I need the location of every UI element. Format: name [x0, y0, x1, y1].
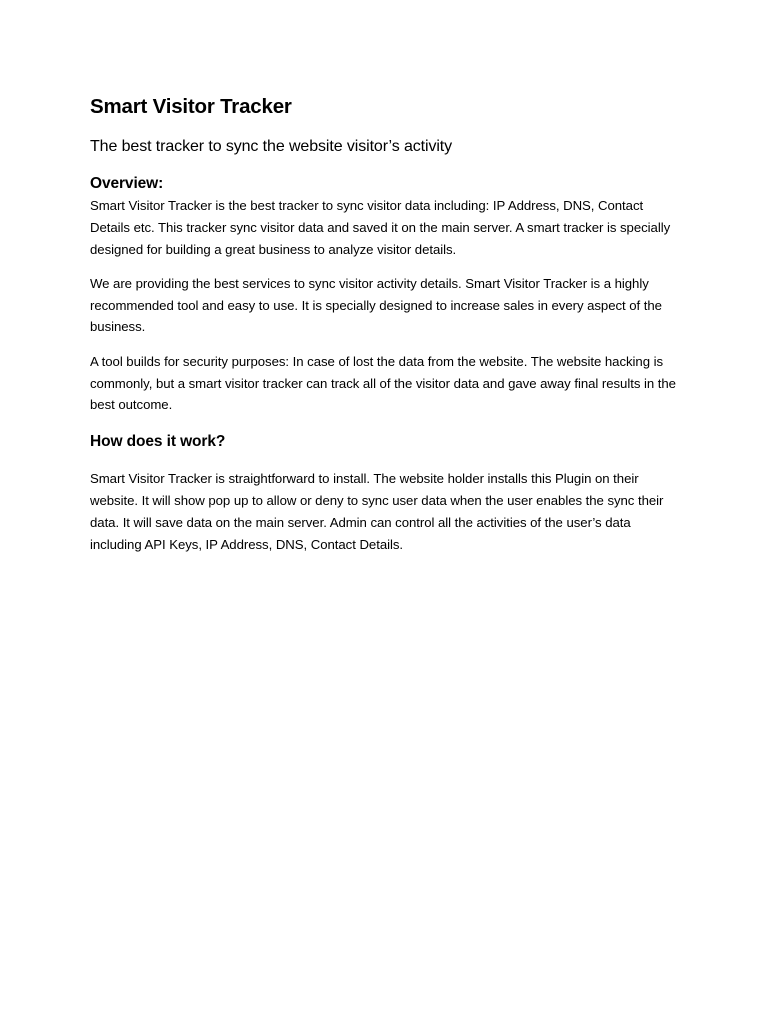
overview-paragraph-1: Smart Visitor Tracker is the best tracker to sync visitor data including: IP Address, DNS, Contact Details etc. This tracker sync visitor data and saved it on the main server. A smart tracker is specially designed for building a great business to analyze visitor details. [90, 198, 671, 257]
document-title: Smart Visitor Tracker [90, 95, 292, 118]
overview-paragraph-3: A tool builds for security purposes: In case of lost the data from the website. The website hacking is commonly, but a smart visitor tracker can track all of the visitor data and gave away final results in the best outcome. [90, 353, 676, 413]
overview-paragraph-2: We are providing the best services to sync visitor activity details. Smart Visitor Tracker is a highly recommended tool and easy to use. It is specially designed to increase sales in every aspect of the business. [90, 275, 662, 335]
how-it-works-heading: How does it work? [90, 433, 226, 451]
how-it-works-paragraph: Smart Visitor Tracker is straightforward to install. The website holder installs this Plugin on their website. It will show pop up to allow or deny to sync user data when the user enables the sync their data. It will save data on the main server. Admin can control all the activities of the user’s data including API Keys, IP Address, DNS, Contact Details. [90, 471, 664, 552]
overview-heading: Overview: [90, 175, 164, 192]
document-subtitle: The best tracker to sync the website visitor’s activity [90, 138, 453, 155]
document-page [90, 94, 682, 555]
